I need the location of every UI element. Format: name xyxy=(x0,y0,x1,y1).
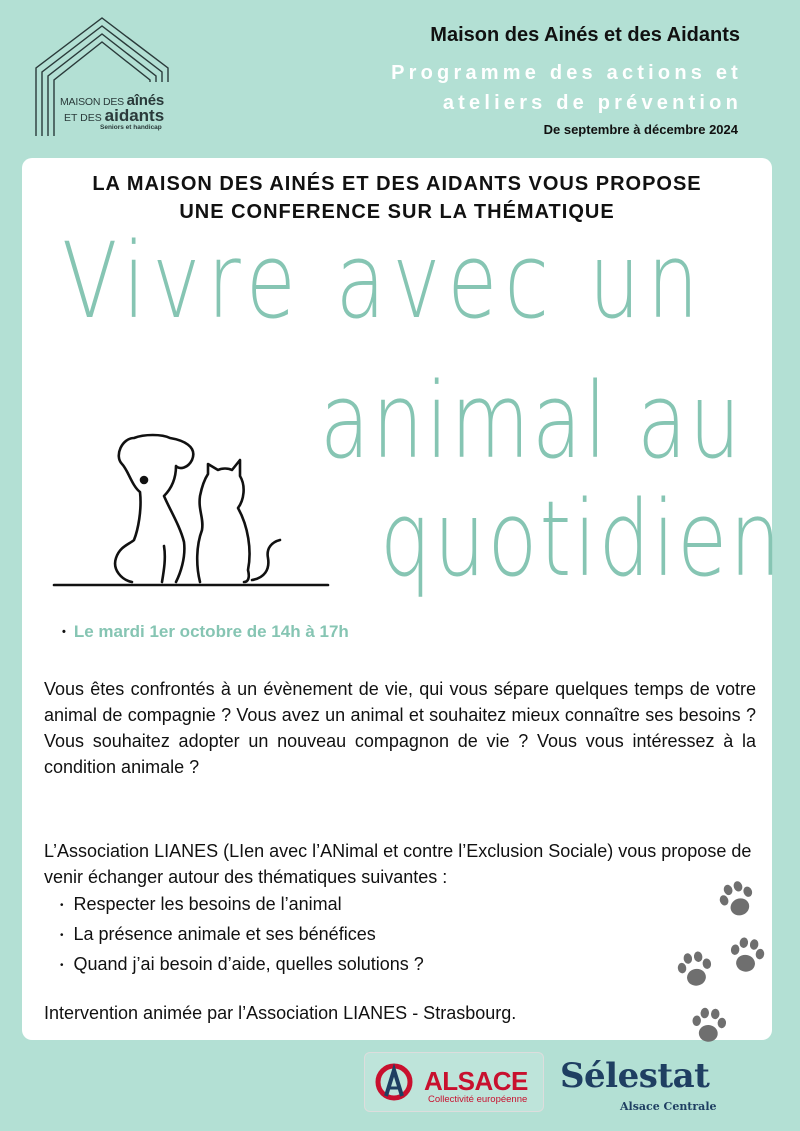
intro-paragraph: Vous êtes confrontés à un évènement de vie, qui vous sépare quelques temps de votre animal de compagnie ? Vous avez un animal et souhaitez mieux connaître ses besoins ? Vous souhaitez adopter un nouveau compagnon de vie ? Vous vous intéressez à la condition animale ? xyxy=(44,679,756,777)
paw-print-icon xyxy=(723,931,772,980)
conference-title-line2: animal au xyxy=(320,360,743,482)
alsace-logo-icon xyxy=(374,1062,420,1102)
program-dates: De septembre à décembre 2024 xyxy=(543,122,738,137)
list-item: • La présence animale et ses bénéfices xyxy=(60,924,376,944)
program-title: Programme des actions et ateliers de prévention xyxy=(391,62,742,114)
selestat-name: Sélestat xyxy=(560,1056,710,1096)
conference-title-line3: quotidien xyxy=(380,478,784,600)
alsace-subtitle: Collectivité européenne xyxy=(428,1094,528,1105)
paw-print-icon xyxy=(686,1002,732,1048)
logo-tagline: Seniors et handicap xyxy=(100,124,162,131)
topics-list xyxy=(60,891,424,981)
association-paragraph: L’Association LIANES (LIen avec l’ANimal et contre l’Exclusion Sociale) vous propose de venir échanger autour des thématiques suivantes : xyxy=(44,841,752,887)
list-item: • Quand j’ai besoin d’aide, quelles solutions ? xyxy=(60,954,424,974)
event-date: • Le mardi 1er octobre de 14h à 17h xyxy=(62,622,349,641)
selestat-subtitle: Alsace Centrale xyxy=(620,1100,717,1113)
dog-cat-silhouette-icon xyxy=(52,430,332,590)
list-item: • Respecter les besoins de l’animal xyxy=(60,894,342,914)
intervention-paragraph: Intervention animée par l’Association LIANES - Strasbourg. xyxy=(44,1003,517,1023)
card-heading: LA MAISON DES AINÉS ET DES AIDANTS VOUS PROPOSE UNE CONFERENCE SUR LA THÉMATIQUE xyxy=(92,173,702,223)
paw-print-icon xyxy=(671,945,720,994)
alsace-name: ALSACE xyxy=(424,1066,528,1096)
conference-title-line1: Vivre avec un xyxy=(62,220,706,342)
logo-line1: MAISON DES aînés xyxy=(60,92,165,109)
header-title: Maison des Ainés et des Aidants xyxy=(430,24,740,46)
logo-line2: ET DES aidants xyxy=(64,106,165,125)
